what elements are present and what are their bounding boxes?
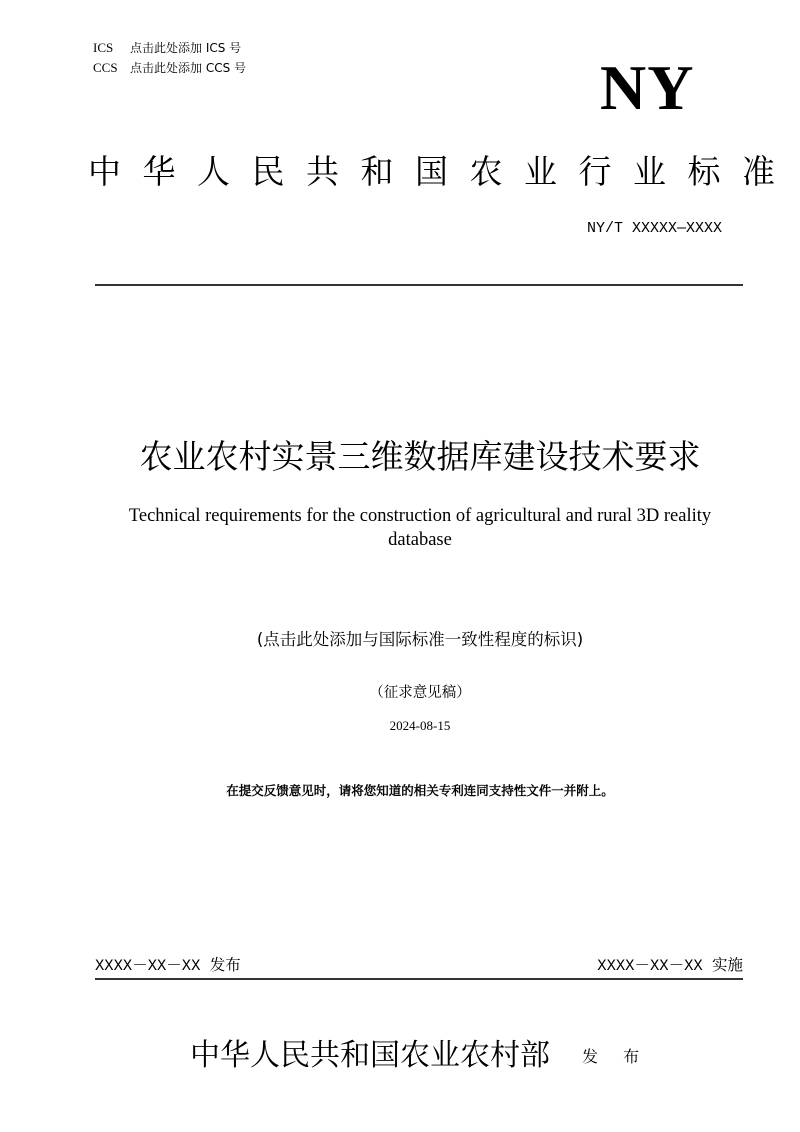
document-title-cn: 农业农村实景三维数据库建设技术要求	[139, 437, 701, 476]
issuing-authority: 中华人民共和国农业农村部	[190, 1039, 550, 1072]
draft-status: （征求意见稿）	[369, 685, 471, 701]
document-title-en: Technical requirements for the construction of agricultural and rural 3D reality database	[128, 506, 712, 550]
standard-number: NY/T XXXXX—XXXX	[586, 220, 722, 237]
footer-divider	[95, 978, 743, 980]
release-date: XXXX－XX－XX 发布	[95, 957, 241, 975]
issue-label: 发 布	[582, 1047, 650, 1066]
implementation-date: XXXX－XX－XX 实施	[597, 957, 743, 975]
patent-notice: 在提交反馈意见时，请将您知道的相关专利连同支持性文件一并附上。	[226, 783, 614, 798]
standard-category-title: 中华人民共和国农业行业标准	[88, 152, 797, 191]
draft-date: 2024-08-15	[389, 718, 451, 733]
ccs-row	[93, 58, 246, 78]
consistency-placeholder-field[interactable]: (点击此处添加与国际标准一致性程度的标识)	[256, 630, 584, 649]
ccs-placeholder-field[interactable]: 点击此处添加 CCS 号	[130, 61, 247, 75]
ny-logo: NY	[600, 52, 695, 123]
classification-codes	[93, 38, 246, 78]
ics-row	[93, 38, 246, 58]
ics-placeholder-field[interactable]: 点击此处添加 ICS 号	[130, 41, 242, 55]
ics-label: ICS	[93, 40, 114, 55]
header-divider	[95, 284, 743, 286]
ccs-label: CCS	[93, 60, 118, 75]
